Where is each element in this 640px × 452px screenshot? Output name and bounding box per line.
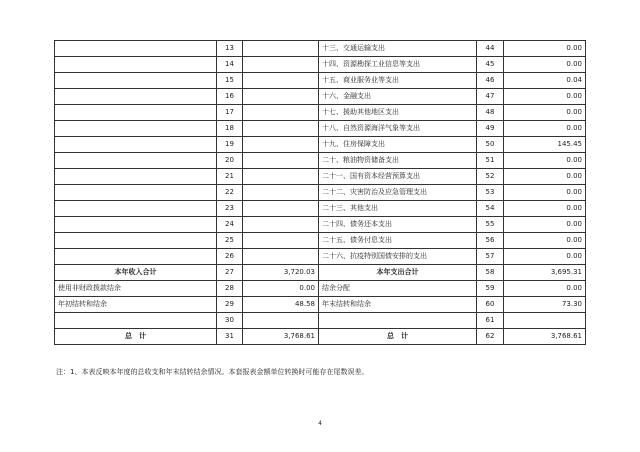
income-item-label (55, 89, 217, 105)
table-row (55, 153, 586, 169)
income-amount (243, 121, 319, 137)
expense-amount: 0.00 (504, 41, 586, 57)
expense-item-label: 十八、自然资源海洋气象等支出 (319, 121, 477, 137)
expense-item-label: 二十一、国有资本经营预算支出 (319, 169, 477, 185)
income-amount (243, 169, 319, 185)
table-row (55, 249, 586, 265)
income-line-number: 16 (217, 89, 243, 105)
income-item-label (55, 105, 217, 121)
expense-line-number: 62 (477, 329, 504, 345)
income-item-label (55, 153, 217, 169)
expense-line-number: 45 (477, 57, 504, 73)
income-item-label (55, 121, 217, 137)
expense-item-label: 本年支出合计 (319, 265, 477, 281)
income-amount (243, 201, 319, 217)
page-number: 4 (318, 420, 322, 427)
income-amount: 48.58 (243, 297, 319, 313)
table-row (55, 137, 586, 153)
income-amount (243, 57, 319, 73)
expense-item-label: 十四、资源勘探工业信息等支出 (319, 57, 477, 73)
income-line-number: 20 (217, 153, 243, 169)
expense-line-number: 47 (477, 89, 504, 105)
expense-line-number: 61 (477, 313, 504, 329)
expense-line-number: 50 (477, 137, 504, 153)
expense-amount: 73.30 (504, 297, 586, 313)
expense-amount: 0.04 (504, 73, 586, 89)
income-item-label (55, 217, 217, 233)
income-amount: 3,768.61 (243, 329, 319, 345)
income-amount (243, 73, 319, 89)
expense-line-number: 52 (477, 169, 504, 185)
expense-item-label: 十七、援助其他地区支出 (319, 105, 477, 121)
expense-item-label: 二十五、债务付息支出 (319, 233, 477, 249)
income-item-label (55, 185, 217, 201)
expense-amount: 0.00 (504, 89, 586, 105)
income-line-number: 31 (217, 329, 243, 345)
income-amount: 3,720.03 (243, 265, 319, 281)
expense-amount: 0.00 (504, 57, 586, 73)
expense-item-label: 二十六、抗疫特别国债安排的支出 (319, 249, 477, 265)
income-amount (243, 185, 319, 201)
expense-item-label: 年末结转和结余 (319, 297, 477, 313)
income-amount (243, 249, 319, 265)
expense-line-number: 53 (477, 185, 504, 201)
expense-line-number: 54 (477, 201, 504, 217)
expense-amount: 0.00 (504, 169, 586, 185)
expense-item-label: 二十四、债务还本支出 (319, 217, 477, 233)
expense-amount: 0.00 (504, 153, 586, 169)
expense-item-label (319, 313, 477, 329)
table-row (55, 313, 586, 329)
table-row (55, 169, 586, 185)
income-amount (243, 41, 319, 57)
expense-line-number: 44 (477, 41, 504, 57)
expense-line-number: 51 (477, 153, 504, 169)
income-item-label: 年初结转和结余 (55, 297, 217, 313)
income-item-label: 使用非财政拨款结余 (55, 281, 217, 297)
income-line-number: 17 (217, 105, 243, 121)
expense-amount: 0.00 (504, 217, 586, 233)
table-row (55, 89, 586, 105)
income-line-number: 18 (217, 121, 243, 137)
income-amount (243, 105, 319, 121)
table-row (55, 217, 586, 233)
expense-amount: 0.00 (504, 185, 586, 201)
table-footnote: 注：1、本表反映本年度的总收支和年末结转结余情况。本套报表金额单位转换时可能存在尾数误差。 (56, 368, 369, 376)
table-row (55, 105, 586, 121)
expense-item-label: 十六、金融支出 (319, 89, 477, 105)
income-amount: 0.00 (243, 281, 319, 297)
income-item-label (55, 41, 217, 57)
expense-line-number: 60 (477, 297, 504, 313)
table-row (55, 201, 586, 217)
expense-amount: 3,768.61 (504, 329, 586, 345)
expense-amount: 0.00 (504, 249, 586, 265)
income-amount (243, 217, 319, 233)
income-item-label (55, 137, 217, 153)
expense-item-label: 二十、粮油物资储备支出 (319, 153, 477, 169)
income-amount (243, 313, 319, 329)
income-line-number: 22 (217, 185, 243, 201)
expense-line-number: 56 (477, 233, 504, 249)
expense-amount: 145.45 (504, 137, 586, 153)
income-line-number: 29 (217, 297, 243, 313)
income-amount (243, 153, 319, 169)
expense-item-label: 十三、交通运输支出 (319, 41, 477, 57)
table-row (55, 281, 586, 297)
income-line-number: 14 (217, 57, 243, 73)
table-row (55, 73, 586, 89)
total-row (55, 329, 586, 345)
income-amount (243, 233, 319, 249)
income-line-number: 25 (217, 233, 243, 249)
income-item-label: 本年收入合计 (55, 265, 217, 281)
expense-amount (504, 313, 586, 329)
table-row (55, 41, 586, 57)
expense-line-number: 55 (477, 217, 504, 233)
income-item-label (55, 169, 217, 185)
income-line-number: 19 (217, 137, 243, 153)
expense-amount: 3,695.31 (504, 265, 586, 281)
table-row (55, 233, 586, 249)
expense-item-label: 二十三、其他支出 (319, 201, 477, 217)
income-line-number: 15 (217, 73, 243, 89)
expense-line-number: 57 (477, 249, 504, 265)
income-item-label: 总 计 (55, 329, 217, 345)
table-row (55, 185, 586, 201)
income-line-number: 27 (217, 265, 243, 281)
income-line-number: 23 (217, 201, 243, 217)
income-line-number: 28 (217, 281, 243, 297)
expense-line-number: 59 (477, 281, 504, 297)
income-item-label (55, 233, 217, 249)
expense-amount: 0.00 (504, 201, 586, 217)
expense-line-number: 58 (477, 265, 504, 281)
income-line-number: 30 (217, 313, 243, 329)
expense-line-number: 49 (477, 121, 504, 137)
income-item-label (55, 313, 217, 329)
table-row (55, 297, 586, 313)
income-amount (243, 137, 319, 153)
expense-item-label: 十五、商业服务业等支出 (319, 73, 477, 89)
expense-item-label: 十九、住房保障支出 (319, 137, 477, 153)
final-accounts-table (54, 40, 586, 345)
income-line-number: 26 (217, 249, 243, 265)
table-row (55, 121, 586, 137)
expense-item-label: 总 计 (319, 329, 477, 345)
expense-item-label: 结余分配 (319, 281, 477, 297)
income-line-number: 21 (217, 169, 243, 185)
subtotal-row (55, 265, 586, 281)
table-row (55, 57, 586, 73)
expense-amount: 0.00 (504, 281, 586, 297)
income-line-number: 13 (217, 41, 243, 57)
expense-item-label: 二十二、灾害防治及应急管理支出 (319, 185, 477, 201)
expense-line-number: 48 (477, 105, 504, 121)
income-item-label (55, 201, 217, 217)
expense-line-number: 46 (477, 73, 504, 89)
expense-amount: 0.00 (504, 121, 586, 137)
expense-amount: 0.00 (504, 233, 586, 249)
income-item-label (55, 73, 217, 89)
income-amount (243, 89, 319, 105)
income-item-label (55, 57, 217, 73)
income-item-label (55, 249, 217, 265)
expense-amount: 0.00 (504, 105, 586, 121)
income-line-number: 24 (217, 217, 243, 233)
